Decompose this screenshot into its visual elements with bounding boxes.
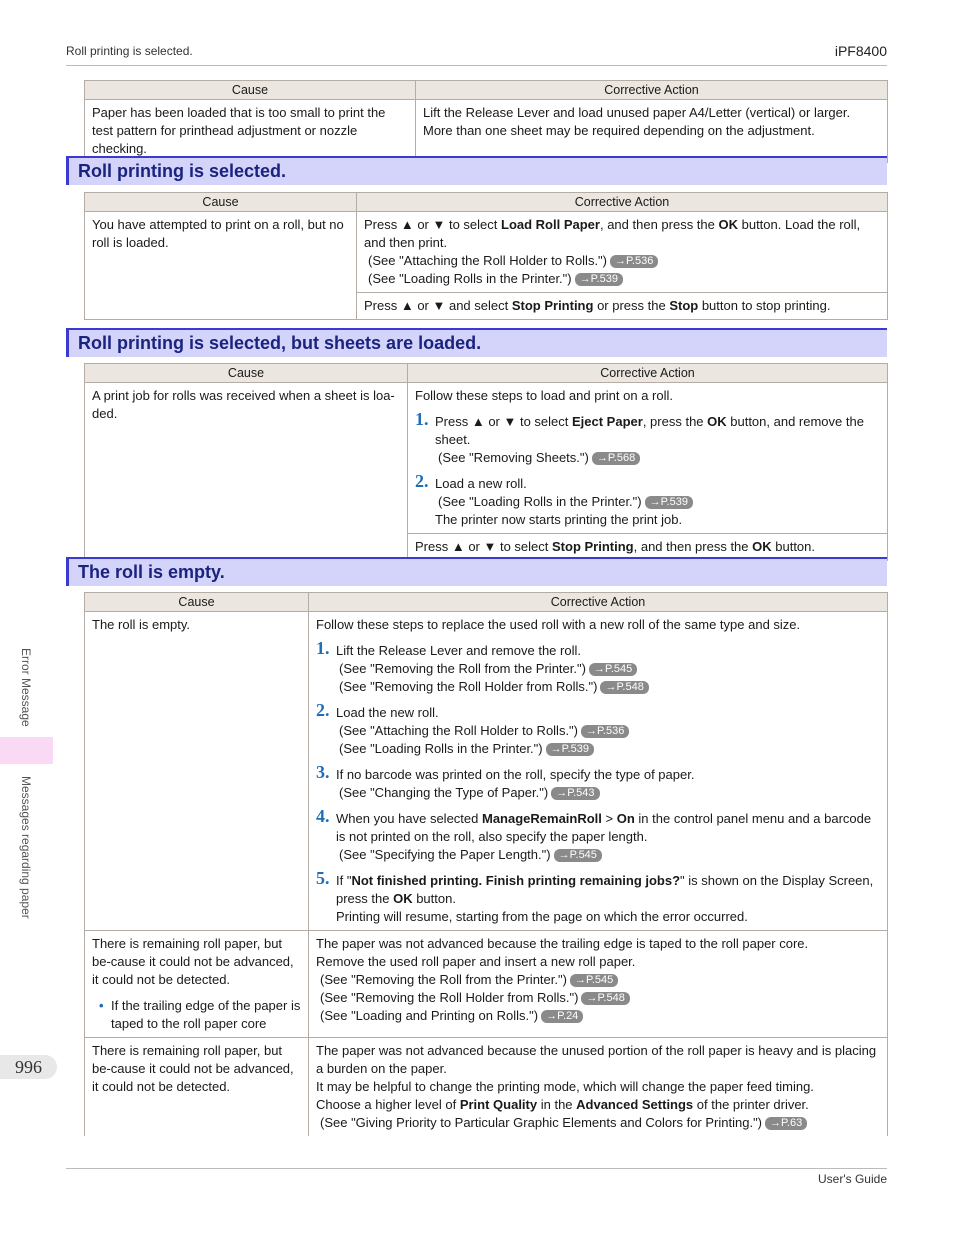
action-cell: The paper was not advanced because the unused portion of the roll paper is heavy and is placing a burden on the paper. It may be helpful to change the printing mode, which will change the paper feed timing. Choose a higher level of Print Quality in the Advanced Settings of the printer driver. (See "Giving Priority to Particular Graphic Elements and Colors for Printing.") →P.63 bbox=[309, 1038, 888, 1137]
cause-cell: Paper has been loaded that is too small to print the test pattern for printhead adjustment or nozzle checking. bbox=[85, 100, 416, 163]
side-tab-paper-messages[interactable]: Messages regarding paper bbox=[19, 776, 33, 919]
step-item: 4. When you have selected ManageRemainRoll > On in the control panel menu and a barcode is not printed on the roll, also specify the paper length. (See "Specifying the Paper Length.") →P.545 bbox=[316, 806, 872, 862]
page-ref-link[interactable]: →P.545 bbox=[589, 663, 637, 676]
footer-guide-title: User's Guide bbox=[818, 1172, 887, 1186]
page-ref-link[interactable]: →P.539 bbox=[645, 496, 693, 509]
action-cell: Press ▲ or ▼ to select Stop Printing, and then press the OK button. bbox=[408, 534, 888, 561]
action-cell: Press ▲ or ▼ and select Stop Printing or press the Stop button to stop printing. bbox=[357, 293, 888, 320]
step-item: 5. If "Not finished printing. Finish printing remaining jobs?" is shown on the Display Screen, press the OK button. Printing will resume, starting from the page on which the error occurred. bbox=[316, 868, 874, 924]
action-header: Corrective Action bbox=[416, 81, 888, 100]
action-cell: Follow these steps to replace the used roll with a new roll of the same type and size. 1. Lift the Release Lever and remove the roll. (See "Removing the Roll from the Printer.") →P.545 (See "Removing the Roll Holder from Rolls.") →P.548 2. Load the new roll. (See "Attaching the Roll Holder to Rolls.") →P.536 (See "Loading Rolls in the Printer.") →P.539 3. If no barcode was printed on the roll, specify the type of paper. (See "Changing the Type of Paper.") →P.543 4. When you have selected ManageRemainRoll > On in the control panel menu and a barcode is not printed on the roll, also specify the paper length. (See "Specifying the Paper Length.") →P.545 5. If "Not finished printing. Finish printing remaining jobs?" is shown on the Display Screen, press the OK button. Printing will resume, starting from the page on which the error occurred. bbox=[309, 612, 888, 931]
sheets-loaded-table bbox=[84, 363, 888, 561]
step-item: 1. Lift the Release Lever and remove the roll. (See "Removing the Roll from the Printer.") →P.545 (See "Removing the Roll Holder from Rolls.") →P.548 bbox=[316, 642, 880, 696]
section-heading-roll-selected bbox=[66, 156, 887, 185]
page-ref-link[interactable]: →P.536 bbox=[581, 725, 629, 738]
page-ref-link[interactable]: →P.548 bbox=[581, 992, 629, 1005]
roll-selected-table bbox=[84, 192, 888, 320]
action-cell: Press ▲ or ▼ to select Load Roll Paper, and then press the OK button. Load the roll, and then print. (See "Attaching the Roll Holder to Rolls.") →P.536 (See "Loading Rolls in the Printer.") →P.539 bbox=[357, 212, 888, 293]
side-tab-error-message[interactable]: Error Message bbox=[19, 648, 33, 727]
action-cell: Follow these steps to load and print on a roll. 1. Press ▲ or ▼ to select Eject Paper, press the OK button, and remove the sheet. (See "Removing Sheets.") →P.568 2. Load a new roll. (See "Loading Rolls in the Printer.") →P.539 The printer now starts printing the print job. bbox=[408, 383, 888, 534]
section-title: The roll is empty. bbox=[78, 562, 225, 582]
page-ref-link[interactable]: →P.536 bbox=[610, 255, 658, 268]
cause-header: Cause bbox=[85, 81, 416, 100]
cause-header: Cause bbox=[85, 364, 408, 383]
page-ref-link[interactable]: →P.63 bbox=[765, 1117, 807, 1130]
page-ref-link[interactable]: →P.539 bbox=[546, 743, 594, 756]
cause-cell: A print job for rolls was received when a sheet is loa-ded. bbox=[85, 383, 408, 561]
header-divider bbox=[66, 65, 887, 66]
top-cause-table bbox=[84, 80, 888, 163]
roll-empty-table bbox=[84, 592, 888, 1136]
cause-cell: There is remaining roll paper, but be-cause it could not be advanced, it could not be detected. bbox=[85, 1038, 309, 1137]
cause-cell: There is remaining roll paper, but be-cause it could not be advanced, it could not be detected. • If the trailing edge of the paper is taped to the roll paper core bbox=[85, 931, 309, 1038]
step-item: 2. Load a new roll. (See "Loading Rolls in the Printer.") →P.539 The printer now starts printing the print job. bbox=[415, 475, 880, 529]
page-ref-link[interactable]: →P.545 bbox=[570, 974, 618, 987]
cause-cell: The roll is empty. bbox=[85, 612, 309, 931]
page-ref-link[interactable]: →P.568 bbox=[592, 452, 640, 465]
section-title: Roll printing is selected, but sheets are loaded. bbox=[78, 333, 482, 353]
side-tab-marker bbox=[0, 737, 53, 764]
bullet-icon: • bbox=[99, 998, 104, 1013]
cause-cell: You have attempted to print on a roll, but no roll is loaded. bbox=[85, 212, 357, 320]
page-ref-link[interactable]: →P.539 bbox=[575, 273, 623, 286]
step-item: 3. If no barcode was printed on the roll, specify the type of paper. (See "Changing the Type of Paper.") →P.543 bbox=[316, 762, 695, 800]
action-header: Corrective Action bbox=[408, 364, 888, 383]
page-ref-link[interactable]: →P.543 bbox=[551, 787, 599, 800]
cause-header: Cause bbox=[85, 193, 357, 212]
action-cell: Lift the Release Lever and load unused paper A4/Letter (vertical) or larger. More than one sheet may be required depending on the adjustment. bbox=[416, 100, 888, 163]
page-ref-link[interactable]: →P.548 bbox=[600, 681, 648, 694]
cause-header: Cause bbox=[85, 593, 309, 612]
page-ref-link[interactable]: →P.24 bbox=[541, 1010, 583, 1023]
page-number: 996 bbox=[0, 1055, 57, 1079]
action-cell: The paper was not advanced because the trailing edge is taped to the roll paper core. Remove the used roll paper and insert a new roll paper. (See "Removing the Roll from the Printer.") →P.545 (See "Removing the Roll Holder from Rolls.") →P.548 (See "Loading and Printing on Rolls.") →P.24 bbox=[309, 931, 888, 1038]
bullet-item: • If the trailing edge of the paper is taped to the roll paper core bbox=[99, 998, 301, 1031]
step-item: 2. Load the new roll. (See "Attaching the Roll Holder to Rolls.") →P.536 (See "Loading Rolls in the Printer.") →P.539 bbox=[316, 704, 880, 758]
section-heading-roll-empty bbox=[66, 557, 887, 586]
page-ref-link[interactable]: →P.545 bbox=[554, 849, 602, 862]
running-header-title: Roll printing is selected. bbox=[66, 44, 193, 58]
step-item: 1. Press ▲ or ▼ to select Eject Paper, press the OK button, and remove the sheet. (See "Removing Sheets.") →P.568 bbox=[415, 409, 864, 465]
section-title: Roll printing is selected. bbox=[78, 161, 287, 181]
footer-divider bbox=[66, 1168, 887, 1169]
action-header: Corrective Action bbox=[357, 193, 888, 212]
action-header: Corrective Action bbox=[309, 593, 888, 612]
section-heading-sheets-loaded bbox=[66, 328, 887, 357]
printer-model: iPF8400 bbox=[834, 43, 887, 59]
